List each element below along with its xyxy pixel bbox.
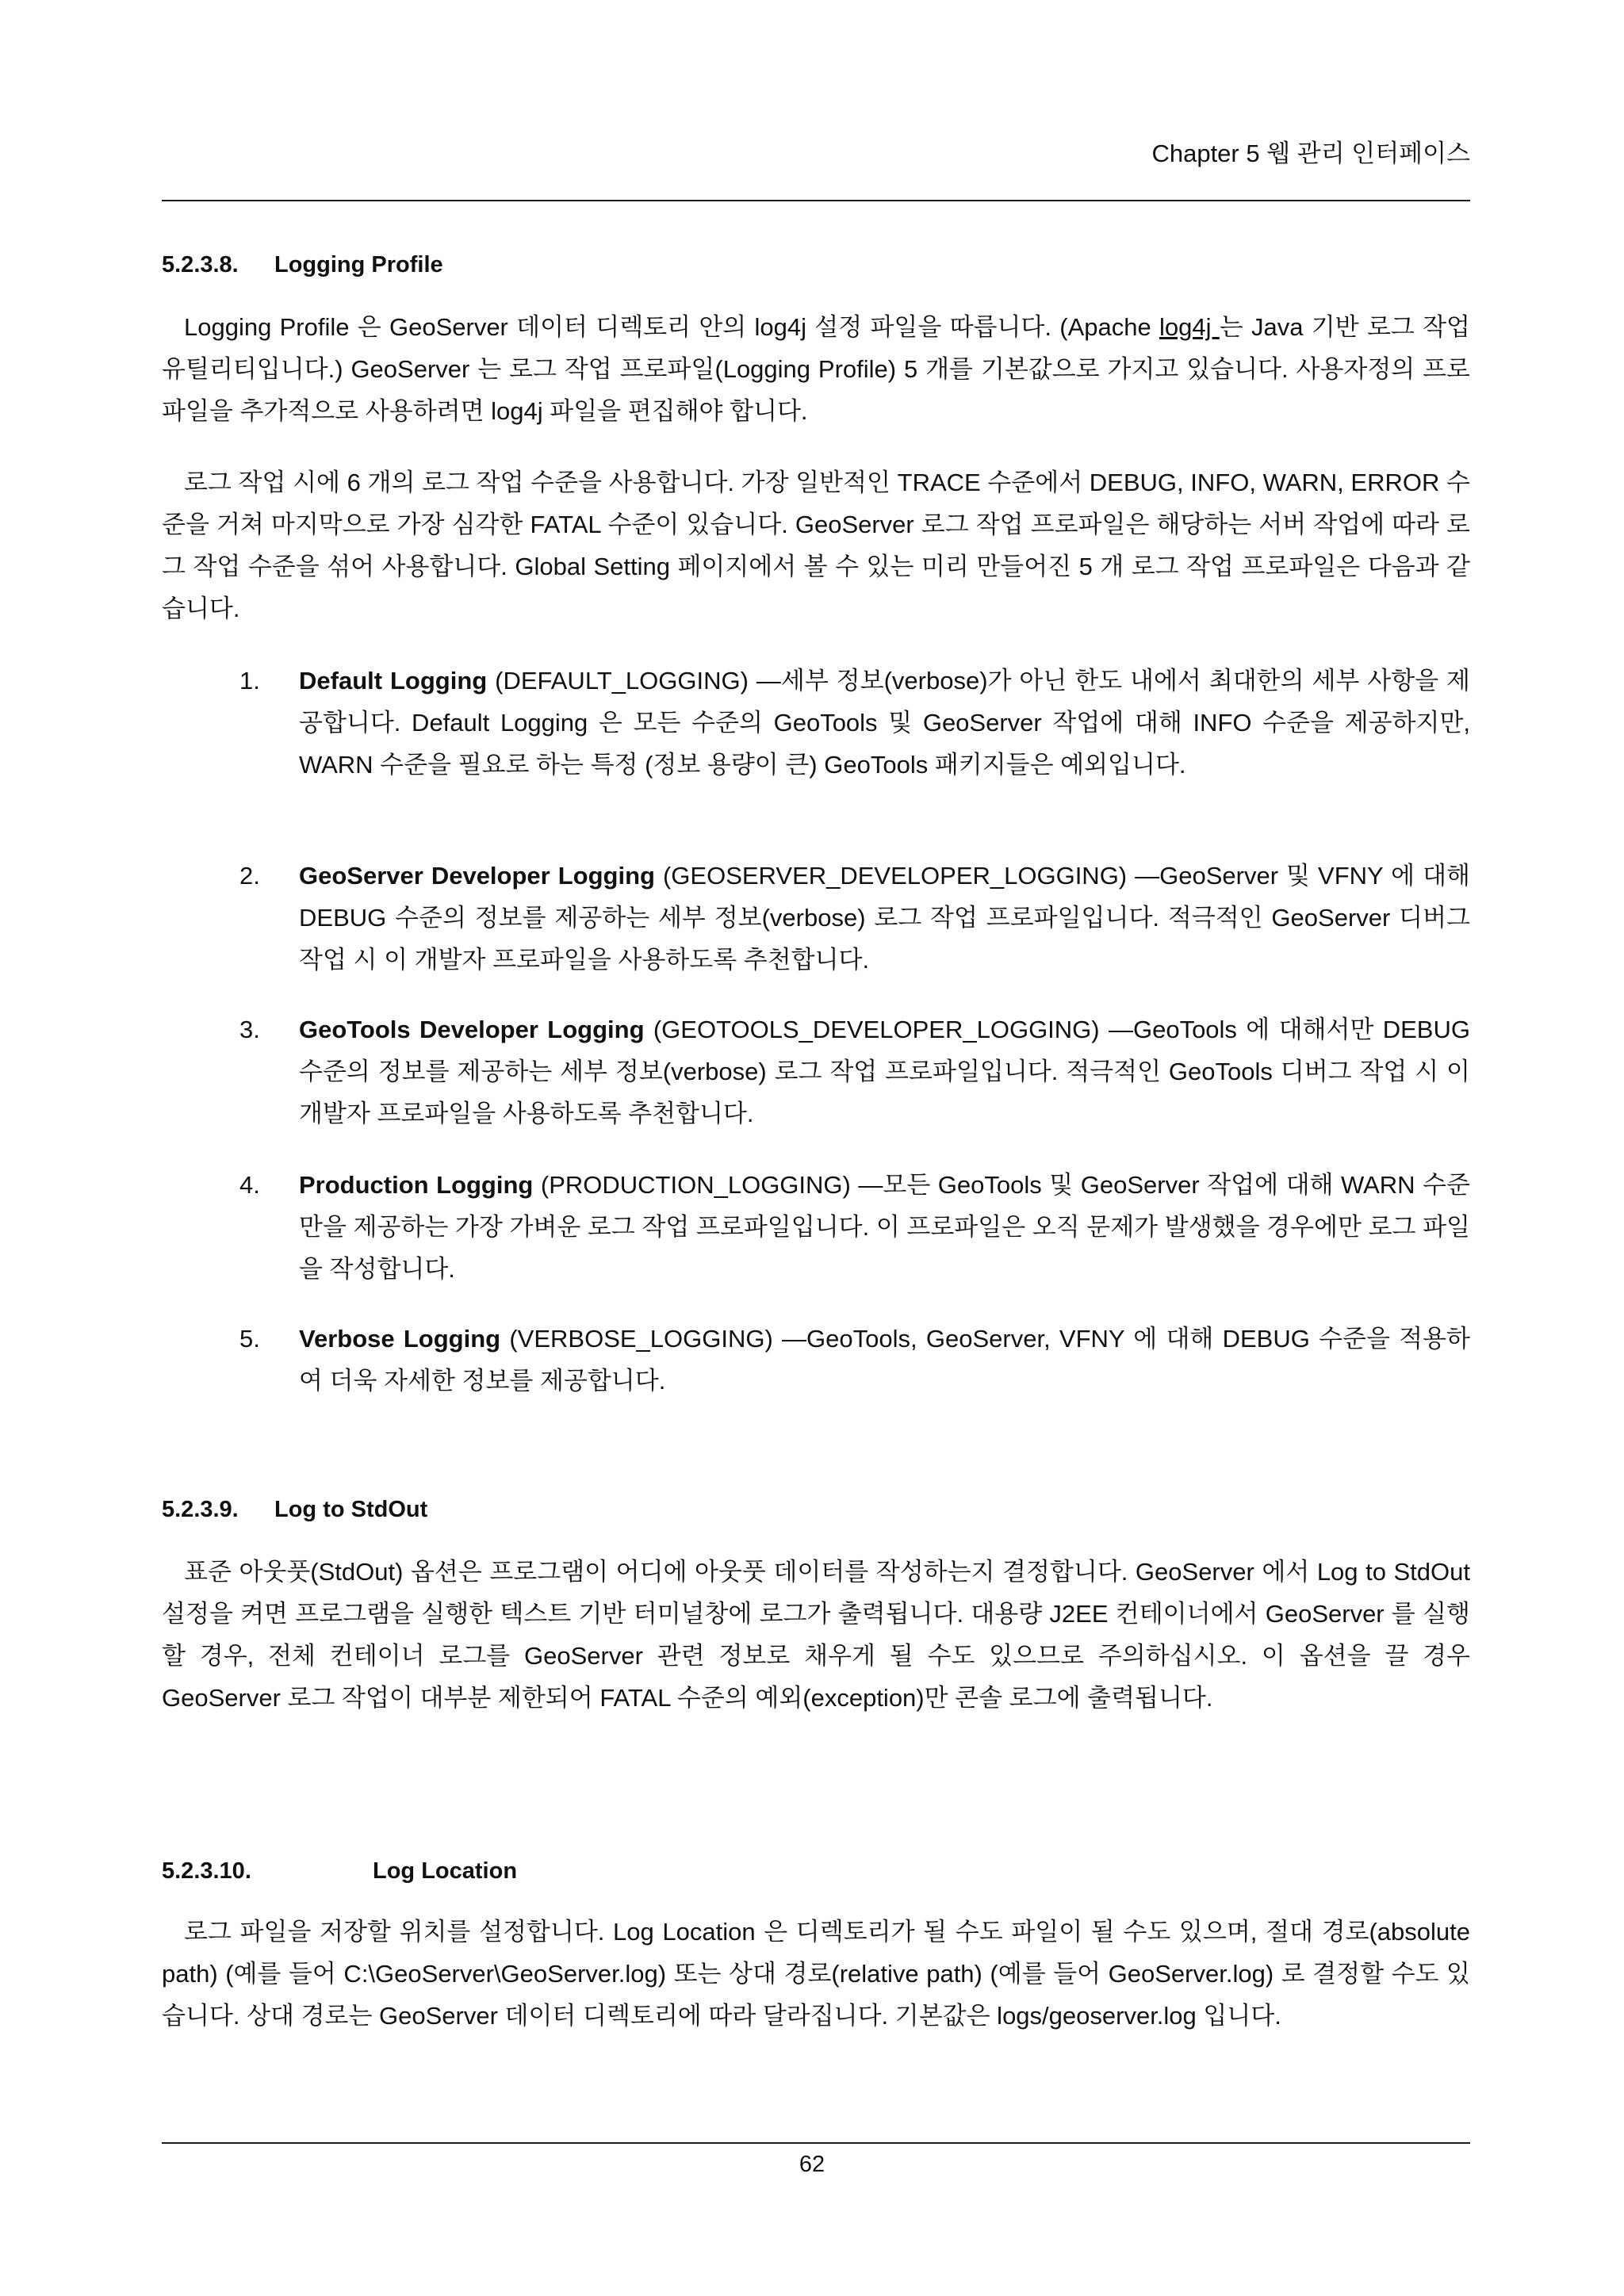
section-heading-logging-profile [162, 252, 443, 278]
log4j-link[interactable]: log4j [1159, 313, 1220, 341]
paragraph: 로그 파일을 저장할 위치를 설정합니다. Log Location 은 디렉토리가 될 수도 파일이 될 수도 있으며, 절대 경로(absolute path) (예를 들어 C:\GeoServer\GeoServer.log) 또는 상대 경로(relative path) (예를 들어 GeoServer.log) 로 결정할 수도 있습니다. 상대 경로는 GeoServer 데이터 디렉토리에 따라 달라집니다. 기본값은 logs/geoserver.log 입니다. [162, 1918, 1470, 2030]
list-item [239, 855, 1470, 981]
section-title: Logging Profile [274, 252, 443, 277]
list-term: Production Logging [299, 1171, 534, 1199]
footer-rule [162, 2142, 1470, 2144]
list-desc: (DEFAULT_LOGGING) —세부 정보(verbose)가 아닌 한도 내에서 최대한의 세부 사항을 제공합니다. Default Logging 은 모든 수준의 GeoTools 및 GeoServer 작업에 대해 INFO 수준을 제공하지만, WARN 수준을 필요로 하는 특정 (정보 용량이 큰) GeoTools 패키지들은 예외입니다. [299, 667, 1470, 779]
list-item [239, 1164, 1470, 1290]
list-number: 5. [239, 1325, 260, 1353]
section-heading-log-to-stdout [162, 1497, 427, 1523]
section-title: Log Location [373, 1858, 518, 1884]
list-term: GeoTools Developer Logging [299, 1016, 645, 1043]
list-desc: (PRODUCTION_LOGGING) —모든 GeoTools 및 GeoServer 작업에 대해 WARN 수준만을 제공하는 가장 가벼운 로그 작업 프로파일입니다. 이 프로파일은 오직 문제가 발생했을 경우에만 로그 파일을 작성합니다. [299, 1171, 1470, 1283]
list-term: GeoServer Developer Logging [299, 862, 655, 890]
page-header: Chapter 5 웹 관리 인터페이스 [1151, 140, 1470, 167]
page-number: 62 [799, 2152, 825, 2177]
list-number: 3. [239, 1016, 260, 1043]
section-number: 5.2.3.10. [162, 1858, 251, 1884]
list-item [239, 1008, 1470, 1135]
list-item [239, 660, 1470, 786]
list-desc: (GEOTOOLS_DEVELOPER_LOGGING) —GeoTools 에 대해서만 DEBUG 수준의 정보를 제공하는 세부 정보(verbose) 로그 작업 프로파일입니다. 적극적인 GeoTools 디버그 작업 시 이 개발자 프로파일을 사용하도록 추천합니다. [299, 1016, 1470, 1127]
paragraph: 로그 작업 시에 6 개의 로그 작업 수준을 사용합니다. 가장 일반적인 TRACE 수준에서 DEBUG, INFO, WARN, ERROR 수준을 거쳐 마지막으로 가장 심각한 FATAL 수준이 있습니다. GeoServer 로그 작업 프로파일은 해당하는 서버 작업에 따라 로그 작업 수준을 섞어 사용합니다. Global Setting 페이지에서 볼 수 있는 미리 만들어진 5 개 로그 작업 프로파일은 다음과 같습니다. [162, 469, 1470, 622]
section-title: Log to StdOut [274, 1497, 428, 1522]
list-number: 1. [239, 667, 260, 695]
paragraph [162, 306, 1470, 432]
list-term: Default Logging [299, 667, 488, 695]
paragraph-text: Logging Profile 은 GeoServer 데이터 디렉토리 안의 log4j 설정 파일을 따릅니다. (Apache [184, 313, 1159, 341]
header-rule [162, 200, 1470, 201]
list-desc: (GEOSERVER_DEVELOPER_LOGGING) —GeoServer 및 VFNY 에 대해 DEBUG 수준의 정보를 제공하는 세부 정보(verbose) 로그 작업 프로파일입니다. 적극적인 GeoServer 디버그 작업 시 이 개발자 프로파일을 사용하도록 추천합니다. [299, 862, 1470, 974]
list-item [239, 1318, 1470, 1402]
paragraph-text: 는 Java 기반 로그 작업 유틸리티입니다.) GeoServer 는 로그 작업 프로파일(Logging Profile) 5 개를 기본값으로 가지고 있습니다. 사용자정의 프로파일을 추가적으로 사용하려면 log4j 파일을 편집해야 합니다. [162, 313, 1471, 425]
paragraph: 표준 아웃풋(StdOut) 옵션은 프로그램이 어디에 아웃풋 데이터를 작성하는지 결정합니다. GeoServer 에서 Log to StdOut 설정을 켜면 프로그램을 실행한 텍스트 기반 터미널창에 로그가 출력됩니다. 대용량 J2EE 컨테이너에서 GeoServer 를 실행할 경우, 전체 컨테이너 로그를 GeoServer 관련 정보로 채우게 될 수도 있으므로 주의하십시오. 이 옵션을 끌 경우 GeoServer 로그 작업이 대부분 제한되어 FATAL 수준의 예외(exception)만 콘솔 로그에 출력됩니다. [162, 1558, 1470, 1712]
section-number: 5.2.3.8. [162, 252, 239, 277]
list-number: 2. [239, 862, 260, 890]
section-number: 5.2.3.9. [162, 1497, 239, 1522]
list-desc: (VERBOSE_LOGGING) —GeoTools, GeoServer, VFNY 에 대해 DEBUG 수준을 적용하여 더욱 자세한 정보를 제공합니다. [299, 1325, 1471, 1395]
list-number: 4. [239, 1171, 260, 1199]
list-term: Verbose Logging [299, 1325, 501, 1353]
section-heading-log-location [162, 1858, 517, 1885]
